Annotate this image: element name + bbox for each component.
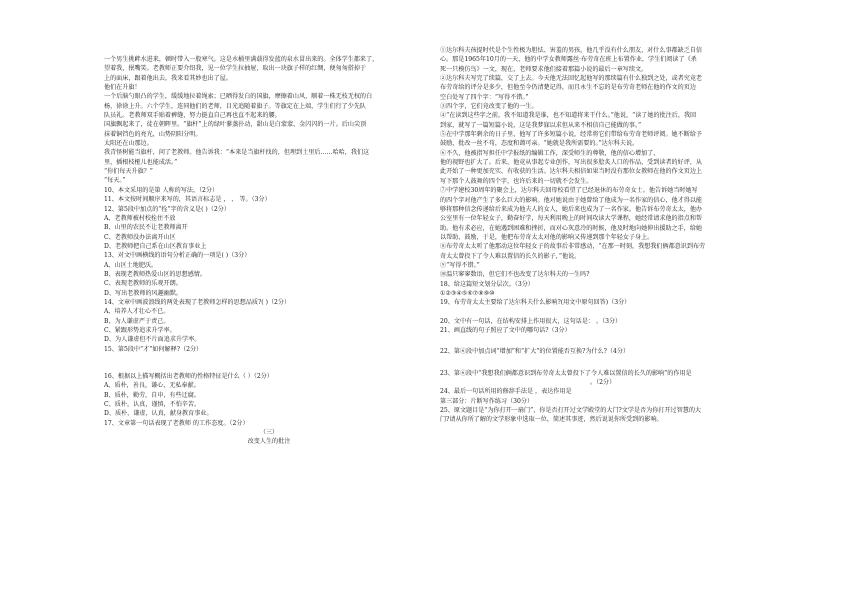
question-11: 11、本文按时间顺序来写的，其语言标志是 ， 、 等。（3分） bbox=[104, 196, 271, 204]
story-line: 抹着铜铛色的亮光，山势阴阳分明。 bbox=[104, 130, 202, 138]
question-20: 20、文中有一句话，在结构安排上作用很大，这句话是： 。（3分） bbox=[440, 317, 622, 325]
option-line: D、写出老教师的风趣幽默。 bbox=[104, 289, 183, 297]
question-16: 16、根据以上描写概括出老教师的性格特征是什么（ ）（2分） bbox=[104, 373, 273, 380]
reading-passage bbox=[440, 46, 780, 308]
option-line: B、表现老教师热爱山区的思想感情。 bbox=[104, 270, 206, 278]
passage-line: 此开始了一种更加充实、有收获的生活。达尔科夫相信如果当时没有那位女教师在他的作文页边上 bbox=[440, 168, 703, 176]
story-continuation bbox=[104, 55, 434, 186]
story-line: 队员礼。老教师双手贴着裤缝，努力挺直自己再也直不起来的腰。 bbox=[104, 112, 281, 120]
passage-line: ①达尔科夫孩提时代是个生性极为胆怯、害羞的男孩。他几乎没有什么朋友，对什么事都缺乏自信 bbox=[440, 47, 703, 54]
passage-line: 空白处写了四个字：“写得不错。” bbox=[440, 93, 529, 101]
story-line: 上的面床，跟着他出去。我来看其妙也出了屋。 bbox=[104, 74, 232, 82]
option-line: C、质朴，认真，谨慎，不怕辛苦。 bbox=[104, 401, 201, 409]
option-line: A、培养人才壮心不已。 bbox=[104, 308, 170, 316]
paragraph-markers: ①②③④⑤⑥⑦⑧⑨⑩ bbox=[440, 289, 495, 297]
passage-line: 布劳奇给的评分是多少，但他至今仍清楚记得，而且永生不忘的是布劳奇老师在他的作文的页边 bbox=[440, 84, 696, 92]
passage-line: 死一只模仿鸟》一文，现在，老师要求他们接着那篇小说的最后一章写续文。 bbox=[440, 65, 648, 73]
story-line: 一个后脑勺眼凸的学生，缓缓地拉着绳索；已晒得发白的国旗，摩擦着山风，顺着一株无枝无权的白 bbox=[104, 93, 373, 101]
questions-16-17 bbox=[104, 372, 434, 428]
passage-line: 助。他有求必应，在她遇到困难和挫折，而对心灰意冷的时候，他及时地向她伸出援助之手，给她 bbox=[440, 224, 703, 232]
passage-line: 以帮助、鼓励，于是，他把布劳奇太太对他的影响又传递到那个年轻女子身上。 bbox=[440, 233, 654, 241]
passage-line: 奇太太曾投下了令人难以置信的长久的影子，”他说。 bbox=[440, 252, 581, 260]
option-line: B、山里的农民不让老教师离开 bbox=[104, 224, 188, 232]
answer-space bbox=[440, 308, 780, 317]
section-title: 改变人生的批注 bbox=[247, 438, 291, 446]
story-line: 我青怪树能当旗杆，问了老教师。他告诉我：“本来是当旗杆找的，但埋到土里后……哈哈，我们这 bbox=[104, 149, 370, 157]
passage-line: ⑦中学建校30周年的聚会上，达尔科夫回母校看望了已经退休的布劳奇女士。他告诉她当时她写 bbox=[440, 187, 698, 195]
option-line: A、质朴，善良，谦心，无私奉献。 bbox=[104, 382, 200, 390]
option-line: A、老教师被村校拴住不放 bbox=[104, 214, 176, 222]
question-21: 21、画直线的句子照应了文中的哪句话?（3分） bbox=[440, 326, 571, 334]
passage-line: 心。那是1965年10月的一天，他的中学女教师露丝·布劳奇在班上布置作业，学生们阅读了《杀 bbox=[440, 56, 697, 64]
question-18: 18、给这篇短文划分层次。（3分） bbox=[440, 280, 534, 288]
story-line: 他们在升旗！ bbox=[104, 84, 141, 92]
questions-10-15 bbox=[104, 186, 434, 354]
answer-space bbox=[104, 354, 434, 372]
passage-line: 公室里有一位年轻女子，勤奋好学，每天利用晚上的时间攻读大学课程，她经常请求他的指点和帮 bbox=[440, 215, 703, 223]
question-13: 13、对文中画横线的语句分析正确的一项是( )（3分） bbox=[104, 252, 251, 260]
passage-line: ⑤在中学那年剩余的日子里，他写了许多短篇小说，经常将它们带给布劳奇老师评阅。她不断给予 bbox=[440, 131, 703, 139]
passage-line: ⑨“写得不错。” bbox=[440, 261, 480, 269]
option-line: D、质朴，谦虚，认真，献身教育事业。 bbox=[104, 410, 213, 418]
passage-line: ③四个字，它们竟改变了他的一生。 bbox=[440, 103, 538, 111]
question-14: 14、文章中画波浪线的两处表现了老教师怎样的思想品质?( )（2分） bbox=[104, 298, 291, 306]
answer-space bbox=[440, 335, 780, 347]
story-line: 杨，徐徐上升。六个学生，连同他们的老师，目光追随着旗子。等旗定在上端，学生们行了少先队 bbox=[104, 102, 367, 110]
passage-line: ⑧布劳奇太太听了他那动这位年轻女子的故事后非常感动，“在那一时刻，我想我们俩都意识到布劳 bbox=[440, 243, 706, 251]
question-15: 15、第5段中“才”如何解释?（2分） bbox=[104, 345, 203, 353]
story-line: 一个男生挑衅水进来，顿时带入一股寒气。这是水桶里满载得发蓝的泉水冒出来的。全体学生都来了， bbox=[104, 56, 379, 63]
passage-line: 鼓励，批改一丝不苟，态度和蔼可亲。“她就是我所需要的。”达尔科夫说。 bbox=[440, 140, 639, 148]
story-line: 望着我，抿嘴笑。老教师正要介绍我，见一位学生拉抽屉，取出一块旗子样的红绸，便匆匆搭掉于 bbox=[104, 65, 367, 73]
right-column bbox=[440, 0, 780, 425]
story-line: “每天。” bbox=[104, 177, 126, 185]
story-line: “你们每天升旗？” bbox=[104, 168, 153, 176]
question-25-cont: 门?请从你所了解的文学形象中选取一位，简述其事迹，然后说说你所受到的影响。 bbox=[440, 416, 663, 424]
question-22: 22、第⑥段中加点词“增加”和“扩大”的位置能否互换?为什么?（4分） bbox=[440, 348, 630, 356]
question-12: 12、第5段中加点的“拴”字的含义是( )（2分） bbox=[104, 205, 230, 213]
question-10: 10、本文采用的是第 人称的写法。（2分） bbox=[104, 186, 219, 194]
passage-line: ②达尔科夫写完了续篇，交了上去。今天他无法回忆起他写的那续篇有什么独到之处，或者究竟老 bbox=[440, 75, 703, 83]
answer-space bbox=[440, 357, 780, 369]
option-line: D、老教师把自己系在山区教育事业上 bbox=[104, 242, 207, 250]
section-number: （三） bbox=[259, 429, 279, 437]
passage-line: ⑥不久，他被指写担任中学报纸的编辑工作，深受师生的尊敬，他的信心增加了， bbox=[440, 149, 660, 157]
question-25: 25、原文题目是“为你打开一扇门”，你是否打开过文学殿堂的大门?文学是否为你打开过智慧的大 bbox=[440, 407, 702, 415]
top-margin bbox=[104, 0, 434, 55]
passage-line: 到家，就写了一篇短篇小说，这是我梦寐以求但从来不相信自己能做的事。” bbox=[440, 121, 642, 129]
option-line: D、为人谦虚但不片面追求升学率。 bbox=[104, 336, 201, 344]
question-23-end: 。（2分） bbox=[590, 379, 616, 386]
left-column bbox=[104, 0, 434, 447]
option-line: A、山区土地肥沃。 bbox=[104, 261, 158, 269]
passage-line: ④“在读到这些字之前，我不知道我是谁，也不知道将来干什么。”他说，“读了她的批注后，我回 bbox=[440, 112, 697, 120]
question-17: 17、文章第一句话表现了老教师 的工作态度。（2分） bbox=[104, 419, 249, 427]
question-19: 19、布劳奇太太主要给了达尔科夫什么影响?(用文中原句回答)（3分） bbox=[440, 299, 631, 307]
passage-line: 他的视野也扩大了。后来，他竟从事起专业创作，写出很多脍炙人口的作品，受到读者的好评，从 bbox=[440, 159, 703, 167]
passage-line: ⑩温只寥寥数语，但它们不也改变了达尔科夫的一生吗? bbox=[440, 271, 590, 279]
option-line: C、表现老教师的乐观开朗。 bbox=[104, 280, 182, 288]
option-line: B、质朴，勤劳，自申，有些迂腐。 bbox=[104, 391, 200, 399]
passage-line: 写下那个人鼓舞的四个字，也许后来的一切就不会发生。 bbox=[440, 177, 593, 185]
top-margin bbox=[440, 0, 780, 46]
passage-line: 的四个字对他产生了多么巨大的影响。他对她说由于她曾给了他成为一名作家的信心，他才得以能 bbox=[440, 196, 703, 204]
option-line: B、为人谦虚严于责己。 bbox=[104, 317, 170, 325]
option-line: C、老教师没办法离开山区 bbox=[104, 233, 176, 241]
story-line: 里，插根枝桠儿也能成活。” bbox=[104, 158, 178, 166]
question-23: 23、第⑥段中“我想我们俩都意识到布劳奇太太曾投下了令人难以置信的长久的影响”的作用是 bbox=[440, 369, 692, 377]
story-line: 太阳还在山那边。 bbox=[104, 140, 153, 148]
passage-line: 够将那种信念传递给后来成为他夫人的女人，她后来也成为了一名作家。他告诉布劳奇太太，他办 bbox=[440, 205, 703, 213]
story-line: 国旗飘起来了，徒在朝晖里。“旗杆”上的绿叶蓼蒸扑动，甜山是白蒙蒙、金闪闪的一片。后山尖顶 bbox=[104, 121, 367, 129]
part-three-heading: 第三部分：片断写作练习（30分） bbox=[440, 397, 534, 405]
option-line: C、紧跟形势追求升学率。 bbox=[104, 326, 176, 334]
question-24: 24、最后一句话所用的修辞手法是 ，表达作用是 bbox=[440, 388, 572, 396]
